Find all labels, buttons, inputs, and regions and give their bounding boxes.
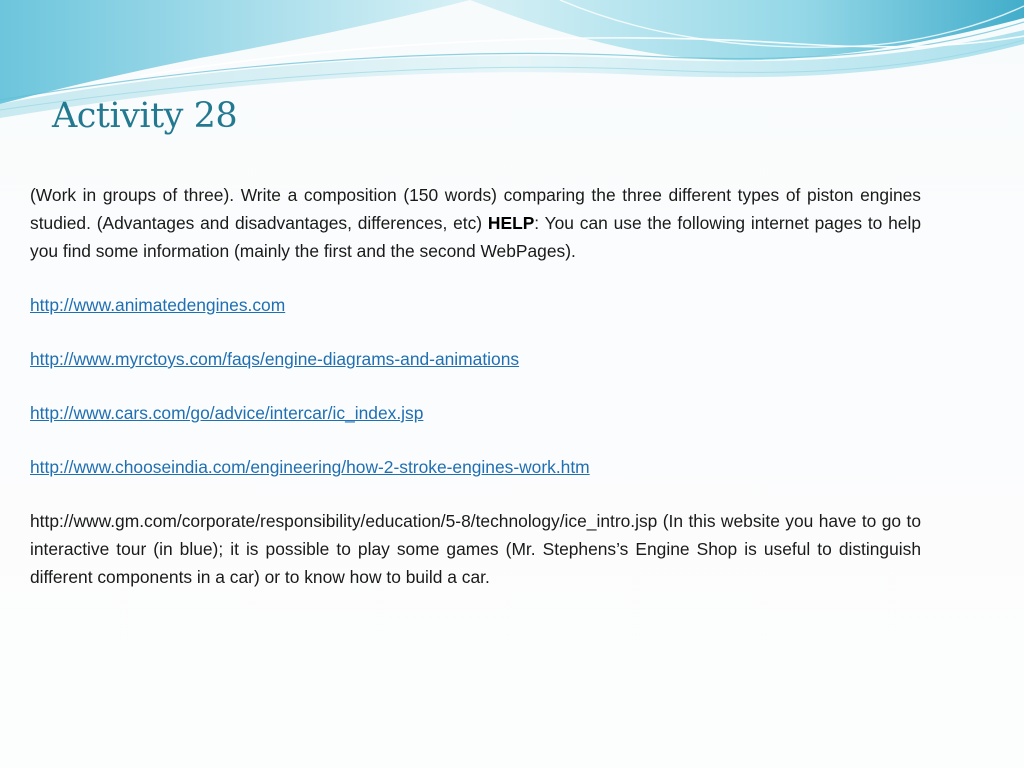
intro-text: (Work in groups of three). Write a composition (150 words) comparing the three different types of piston engines studied. (Advantages and disadvantages, differences, etc) — [30, 185, 921, 233]
gm-url-text: http://www.gm.com/corporate/responsibility/education/5-8/technology/ice_intro.jsp — [30, 511, 658, 531]
slide-content — [30, 181, 921, 617]
link-animatedengines[interactable]: http://www.animatedengines.com — [30, 295, 286, 315]
link-line-4 — [30, 453, 921, 481]
link-line-1 — [30, 291, 921, 319]
gm-note-text: (In this website you have to go to interactive tour (in blue); it is possible to play some games (Mr. Stephens’s Engine Shop is useful to distinguish different components in a car) or to know how to build a car. — [30, 511, 921, 587]
link-chooseindia[interactable]: http://www.chooseindia.com/engineering/how-2-stroke-engines-work.htm — [30, 457, 590, 477]
link-cars[interactable]: http://www.cars.com/go/advice/intercar/ic_index.jsp — [30, 403, 424, 423]
link-line-2 — [30, 345, 921, 373]
link-myrctoys[interactable]: http://www.myrctoys.com/faqs/engine-diagrams-and-animations — [30, 349, 520, 369]
slide-title: Activity 28 — [52, 96, 238, 136]
help-label: HELP — [487, 213, 535, 233]
link-line-3 — [30, 399, 921, 427]
help-text: : You can use the following internet pages to help you find some information (mainly the first and the second WebPages). — [30, 213, 921, 261]
gm-paragraph — [30, 507, 921, 591]
intro-paragraph — [30, 181, 921, 265]
